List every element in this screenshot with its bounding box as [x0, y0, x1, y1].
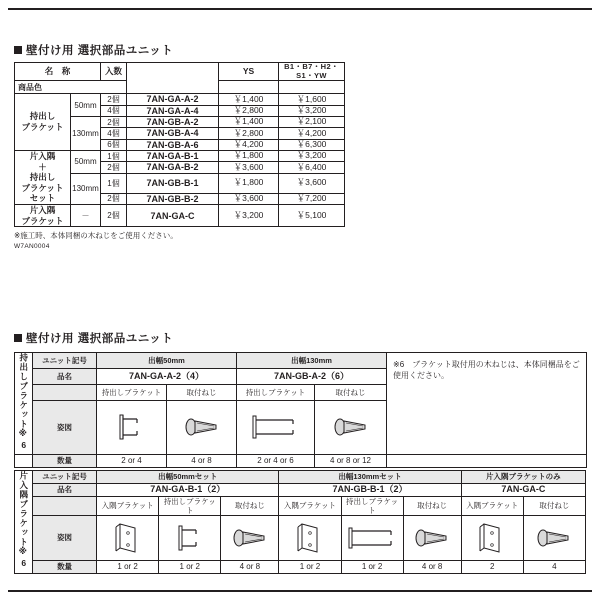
figure-corner-bracket-2	[279, 515, 341, 560]
figure-number: W7AN0004	[14, 243, 50, 251]
figure-corner-bracket-3	[461, 515, 523, 560]
parts-price-table-wrap	[14, 62, 344, 250]
table-row: 持出しブラケット 取付ねじ 持出しブラケット 取付ねじ	[15, 385, 587, 401]
screw-icon	[534, 526, 574, 550]
figure-bracket-50-b	[159, 515, 221, 560]
bullet-square-icon	[14, 46, 22, 54]
side-label-mochidashi: 持出しブラケット※6	[15, 353, 33, 455]
corner-bracket-icon	[293, 520, 327, 556]
figure-bracket-50	[97, 401, 167, 454]
section1-title	[14, 42, 173, 58]
parts-price-table	[14, 62, 345, 227]
unit-table-katairisumi	[14, 470, 586, 574]
table-row: 片入隅ブラケット※6 ユニット記号 出幅50mmセット 出幅130mmセット 片入隅ブラケットのみ	[15, 470, 586, 483]
bracket-130-icon	[345, 524, 399, 552]
table-row: 130mm 2個 7AN-GB-A-2 ￥1,400 ￥2,100	[15, 116, 345, 127]
screw-icon	[412, 526, 452, 550]
bracket-130-icon	[249, 412, 303, 442]
bottom-rule	[8, 590, 592, 592]
table-row: 2個 7AN-GA-B-2 ￥3,600 ￥6,400	[15, 162, 345, 173]
table-row-quantity: 数量 2 or 4 4 or 8 2 or 4 or 6 4 or 8 or 12	[15, 454, 587, 467]
section1-note: ※施工時、本体同梱の木ねじをご使用ください。	[14, 231, 178, 241]
table-row: 持出しブラケット※6 ユニット記号 出幅50mm 出幅130mm ※6 ブラケット取付用の木ねじは、本体同梱品をご使用ください。	[15, 353, 587, 369]
figure-screw-2	[315, 401, 387, 454]
cat-katairisumi-set: 片入隅 ＋ 持出し ブラケット セット	[15, 150, 71, 204]
section2-title	[14, 330, 173, 346]
table-row: 6個 7AN-GB-A-6 ￥4,200 ￥6,300	[15, 139, 345, 150]
table-row-header: 名 称 入数 YS B1・B7・H2・S1・YW	[15, 63, 345, 81]
table-row-figures: 姿図	[15, 401, 587, 454]
table-row-figures: 姿図	[15, 515, 586, 560]
figure-screw-3	[221, 515, 279, 560]
screw-icon	[230, 526, 270, 550]
unit-table-mochidashi	[14, 352, 587, 468]
bullet-square-icon-2	[14, 334, 22, 342]
section1-title-text: 壁付け用 選択部品ユニット	[26, 45, 174, 57]
table-row: 2個 7AN-GB-B-2 ￥3,600 ￥7,200	[15, 193, 345, 204]
side-label-katairisumi: 片入隅ブラケット※6	[15, 470, 33, 573]
table-row: 片入隅 ブラケット － 2個 7AN-GA-C ￥3,200 ￥5,100	[15, 205, 345, 227]
unit-composition-wrap	[14, 352, 586, 574]
figure-screw-1	[167, 401, 237, 454]
section2-note: ※6 ブラケット取付用の木ねじは、本体同梱品をご使用ください。	[387, 353, 587, 455]
table-row-quantity: 数量 1 or 2 1 or 2 4 or 8 1 or 2 1 or 2 4 or 8 2 4	[15, 560, 586, 573]
table-row: 片入隅 ＋ 持出し ブラケット セット 50mm 1個 7AN-GA-B-1 ￥1,800 ￥3,200	[15, 150, 345, 161]
cat-mochidashi: 持出し ブラケット	[15, 94, 71, 151]
figure-bracket-130-b	[341, 515, 403, 560]
table-row: 4個 7AN-GB-A-4 ￥2,800 ￥4,200	[15, 128, 345, 139]
table-row: 4個 7AN-GA-A-4 ￥2,800 ￥3,200	[15, 105, 345, 116]
screw-icon	[331, 415, 371, 439]
table-row: 持出し ブラケット 50mm 2個 7AN-GA-A-2 ￥1,400 ￥1,600	[15, 94, 345, 105]
figure-screw-5	[523, 515, 585, 560]
corner-bracket-icon	[475, 520, 509, 556]
table-row: 130mm 1個 7AN-GB-B-1 ￥1,800 ￥3,600	[15, 173, 345, 193]
section2-title-text: 壁付け用 選択部品ユニット	[26, 333, 174, 345]
corner-bracket-icon	[111, 520, 145, 556]
top-rule	[8, 8, 592, 10]
figure-screw-4	[403, 515, 461, 560]
bracket-50-icon	[173, 521, 207, 555]
figure-bracket-130	[237, 401, 315, 454]
screw-icon	[182, 415, 222, 439]
table-row: 入隅ブラケット 持出しブラケット 取付ねじ 入隅ブラケット 持出しブラケット 取付ねじ 入隅ブラケット 取付ねじ	[15, 496, 586, 515]
table-row: 品名 7AN-GA-A-2（4） 7AN-GB-A-2（6）	[15, 369, 587, 385]
table-row-subheader: 商品色	[15, 81, 345, 94]
bracket-50-icon	[115, 410, 149, 444]
cat-katairisumi: 片入隅 ブラケット	[15, 205, 71, 227]
table-row: 品名 7AN-GA-B-1（2） 7AN-GB-B-1（2） 7AN-GA-C	[15, 483, 586, 496]
figure-corner-bracket-1	[97, 515, 159, 560]
